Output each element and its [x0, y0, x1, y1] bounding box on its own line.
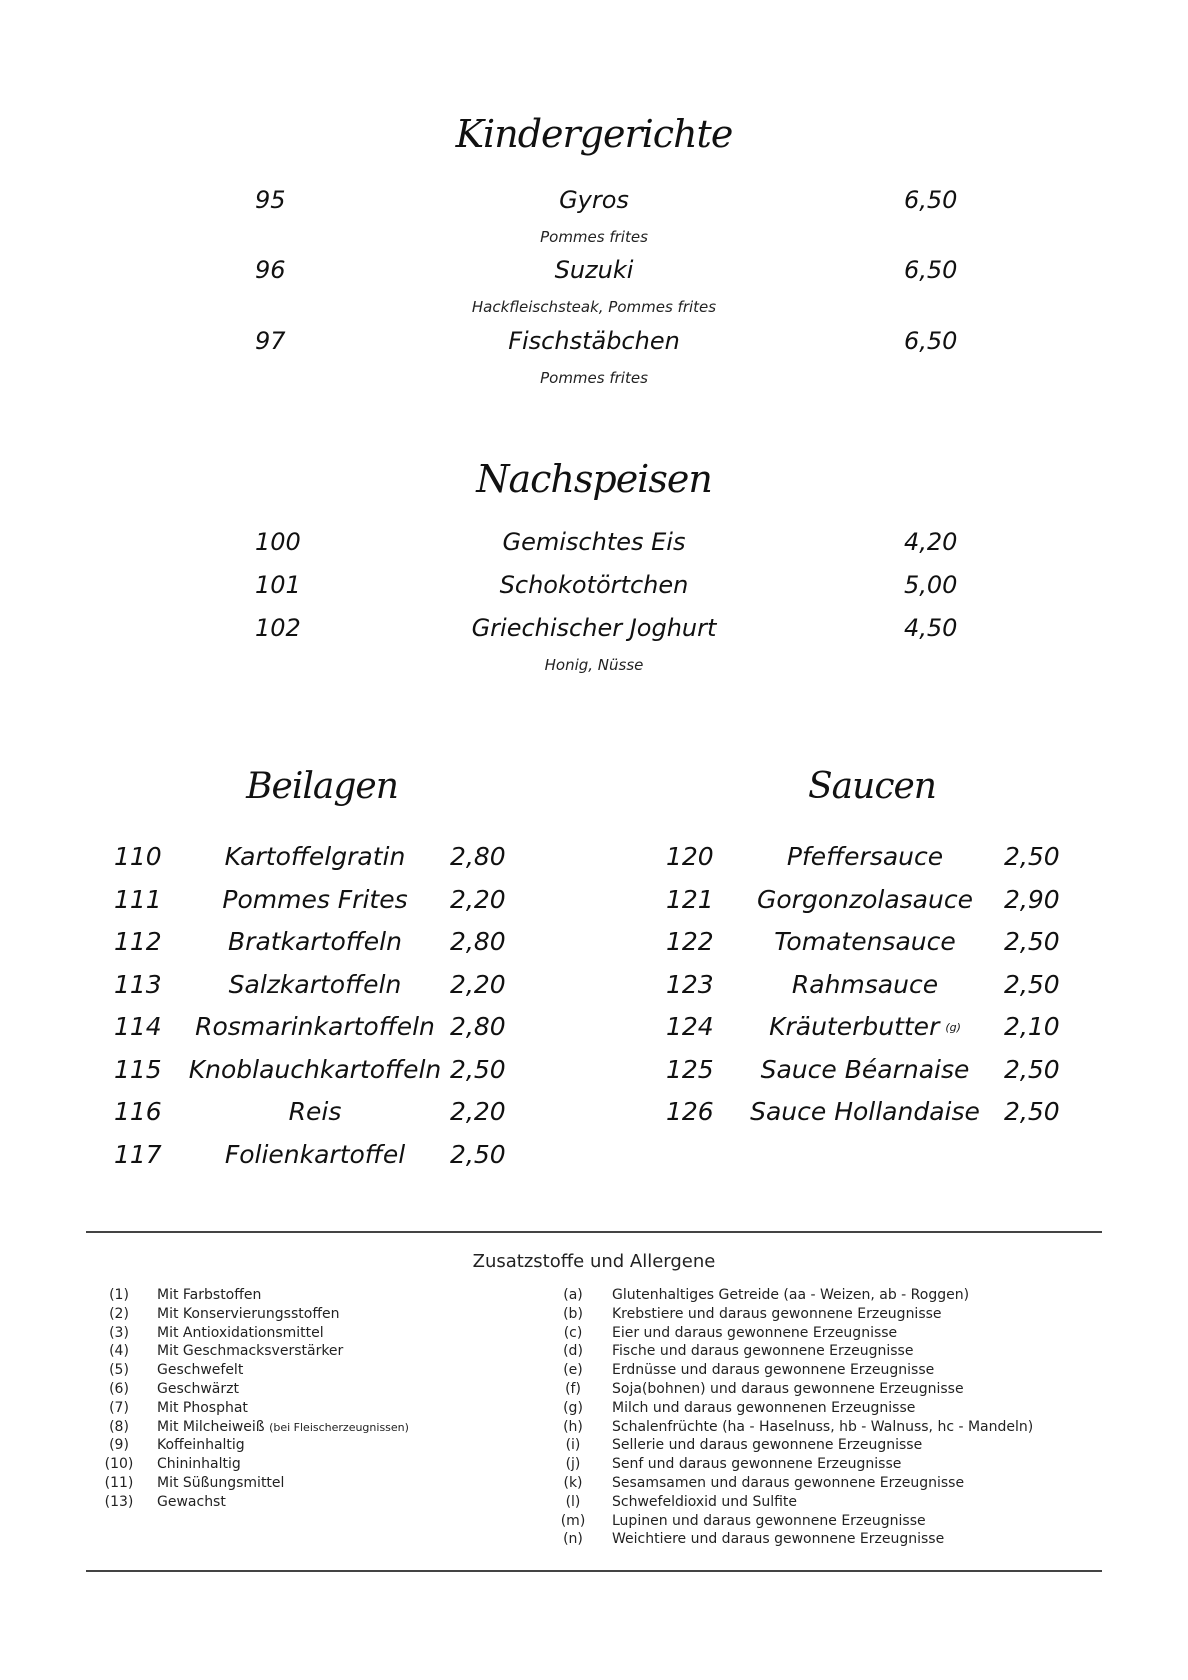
legend-item — [0, 1493, 1188, 1512]
legend-key: (i) — [565, 1437, 581, 1454]
item-number: 125 — [666, 1054, 714, 1084]
menu-item — [0, 842, 1188, 882]
legend-key: (13) — [104, 1493, 134, 1510]
item-number: 124 — [666, 1012, 714, 1041]
legend-text-main: Erdnüsse und daraus gewonnene Erzeugnisse — [612, 1362, 935, 1379]
legend-item — [0, 1512, 1188, 1531]
item-number: 110 — [114, 842, 162, 871]
legend-item — [0, 1380, 1188, 1399]
legend-text-main: Fische und daraus gewonnene Erzeugnisse — [612, 1343, 914, 1360]
item-price: 5,00 — [904, 571, 958, 599]
legend-text-main: Chininhaltig — [157, 1456, 241, 1473]
legend-text-main: Senf und daraus gewonnene Erzeugnisse — [612, 1456, 902, 1473]
legend-key: (7) — [109, 1399, 129, 1416]
legend-text — [612, 1305, 942, 1324]
legend-text-main: Geschwärzt — [157, 1381, 239, 1397]
legend-item — [0, 1436, 1188, 1455]
item-name — [774, 927, 956, 956]
legend-key: (3) — [109, 1324, 129, 1341]
menu-item — [0, 1012, 1188, 1052]
item-name-text: Rahmsauce — [791, 969, 939, 999]
item-name — [761, 1055, 970, 1084]
item-price: 6,50 — [904, 186, 958, 214]
item-name-text: Rosmarinkartoffeln — [195, 1012, 435, 1041]
item-name-text: Folienkartoffel — [224, 1139, 406, 1169]
legend-key: (k) — [563, 1475, 583, 1491]
menu-item — [0, 970, 1188, 1010]
item-name: Fischstäbchen — [508, 327, 680, 355]
item-name — [750, 1097, 980, 1126]
legend-text — [612, 1530, 944, 1549]
legend-text-main: Mit Farbstoffen — [157, 1287, 262, 1303]
item-number: 123 — [666, 969, 714, 999]
item-description: Pommes frites — [540, 369, 648, 387]
item-description: Pommes frites — [540, 228, 648, 246]
legend-text-main: Gewachst — [157, 1493, 226, 1510]
legend-text — [612, 1436, 922, 1455]
menu-item — [0, 186, 1188, 226]
item-price: 2,80 — [450, 1012, 506, 1041]
legend-key: (5) — [109, 1362, 129, 1379]
item-number: 95 — [255, 186, 286, 214]
item-price: 2,50 — [450, 1054, 506, 1084]
item-number: 122 — [666, 927, 714, 956]
legend-text-main: Milch und daraus gewonnenen Erzeugnisse — [612, 1399, 916, 1416]
item-price: 4,50 — [904, 614, 958, 642]
legend-key: (4) — [109, 1343, 129, 1360]
legend-item — [0, 1474, 1188, 1493]
legend-key: (f) — [565, 1381, 581, 1397]
item-number: 116 — [114, 1097, 162, 1126]
item-name: Griechischer Joghurt — [471, 614, 717, 642]
legend-key: (m) — [560, 1512, 586, 1529]
legend-text-main: Sesamsamen und daraus gewonnene Erzeugnisse — [612, 1475, 965, 1491]
legend-item — [0, 1418, 1188, 1437]
item-name: Schokotörtchen — [499, 571, 689, 599]
legend-text-main: Schwefeldioxid und Sulfite — [612, 1493, 798, 1510]
legend-text-main: Weichtiere und daraus gewonnene Erzeugnisse — [612, 1531, 945, 1548]
item-number: 126 — [666, 1097, 714, 1126]
legend-key: (e) — [563, 1362, 583, 1379]
menu-item — [0, 1097, 1188, 1137]
legend-text — [612, 1418, 1033, 1437]
item-price: 2,50 — [450, 1139, 506, 1169]
menu-item — [0, 571, 1188, 611]
legend-text — [612, 1399, 915, 1418]
legend-text-main: Krebstiere und daraus gewonnene Erzeugnisse — [612, 1305, 942, 1322]
legend-item — [0, 1342, 1188, 1361]
item-number: 121 — [666, 884, 714, 914]
item-name-text: Sauce Béarnaise — [760, 1054, 970, 1084]
menu-item — [0, 1140, 1188, 1180]
legend-item — [0, 1399, 1188, 1418]
item-price: 6,50 — [904, 256, 958, 284]
divider-bottom — [86, 1570, 1102, 1572]
legend-text — [612, 1474, 964, 1493]
legend-text — [612, 1361, 934, 1380]
item-name-text: Pfeffersauce — [786, 842, 944, 871]
item-name-text: Gorgonzolasauce — [757, 884, 973, 914]
item-name-text: Knoblauchkartoffeln — [188, 1054, 442, 1084]
item-description: Honig, Nüsse — [544, 656, 644, 674]
legend-text-main: Schalenfrüchte (ha - Haselnuss, hb - Walnuss, hc - Mandeln) — [612, 1418, 1034, 1435]
allergen-note: (g) — [945, 1021, 961, 1034]
item-name-text: Sauce Hollandaise — [750, 1097, 980, 1126]
item-price: 2,20 — [450, 884, 506, 914]
menu-item — [0, 885, 1188, 925]
item-number: 96 — [255, 256, 286, 284]
item-number: 114 — [114, 1012, 162, 1041]
legend-key: (1) — [109, 1287, 129, 1303]
legend-text-note: (bei Fleischerzeugnissen) — [269, 1420, 409, 1434]
item-name-text: Tomatensauce — [774, 927, 956, 956]
legend-text — [612, 1493, 797, 1512]
legend-key: (a) — [563, 1287, 583, 1303]
legend-text — [612, 1324, 897, 1343]
item-name: Gyros — [559, 186, 629, 214]
legend-text-main: Mit Süßungsmittel — [157, 1475, 285, 1491]
legend-text-main: Mit Geschmacksverstärker — [157, 1343, 344, 1360]
legend-text-main: Soja(bohnen) und daraus gewonnene Erzeugnisse — [612, 1381, 964, 1397]
legend-key: (9) — [109, 1437, 129, 1454]
legend-text-main: Mit Antioxidationsmittel — [157, 1324, 324, 1341]
item-name-text: Salzkartoffeln — [228, 969, 402, 999]
legend-text — [612, 1342, 913, 1361]
menu-item — [0, 528, 1188, 568]
legend-text — [612, 1286, 969, 1305]
section-title-saucen: Saucen — [808, 766, 936, 807]
section-title-beilagen: Beilagen — [246, 766, 398, 807]
item-number: 112 — [114, 927, 162, 956]
section-title-kindergerichte: Kindergerichte — [455, 112, 733, 156]
legend-item — [0, 1361, 1188, 1380]
item-number: 101 — [255, 571, 301, 599]
legend-key: (6) — [109, 1381, 129, 1397]
item-price: 2,50 — [1004, 927, 1060, 956]
legend-text-main: Mit Konservierungsstoffen — [157, 1305, 340, 1322]
legend-key: (b) — [563, 1305, 583, 1322]
item-name-text: Pommes Frites — [222, 884, 408, 914]
menu-item — [0, 927, 1188, 967]
legend-item — [0, 1455, 1188, 1474]
legend-key: (n) — [563, 1531, 583, 1548]
item-number: 120 — [666, 842, 714, 871]
item-number: 97 — [255, 327, 286, 355]
legend-text — [612, 1380, 964, 1399]
menu-item — [0, 327, 1188, 367]
legend-item — [0, 1286, 1188, 1305]
legend-key: (g) — [563, 1399, 583, 1416]
item-name-text: Reis — [288, 1097, 342, 1126]
legend-key: (h) — [563, 1418, 583, 1435]
menu-item — [0, 256, 1188, 296]
item-price: 4,20 — [904, 528, 958, 556]
legend-key: (10) — [104, 1456, 134, 1473]
legend-text-main: Mit Phosphat — [157, 1399, 248, 1416]
item-name — [225, 1140, 405, 1169]
item-price: 2,10 — [1004, 1012, 1060, 1041]
legend-text-main: Eier und daraus gewonnene Erzeugnisse — [612, 1324, 898, 1341]
item-name — [792, 970, 938, 999]
item-price: 2,50 — [1004, 969, 1060, 999]
item-price: 2,20 — [450, 969, 506, 999]
menu-item — [0, 614, 1188, 654]
legend-text-main: Lupinen und daraus gewonnene Erzeugnisse — [612, 1512, 926, 1529]
menu-item — [0, 1055, 1188, 1095]
item-number: 100 — [255, 528, 301, 556]
legend-text-main: Mit Milcheiweiß — [157, 1418, 265, 1435]
section-title-nachspeisen: Nachspeisen — [476, 457, 712, 501]
item-price: 2,90 — [1004, 884, 1060, 914]
item-price: 2,50 — [1004, 842, 1060, 871]
legend-text — [612, 1455, 901, 1474]
legend-title: Zusatzstoffe und Allergene — [472, 1251, 716, 1272]
legend-item — [0, 1324, 1188, 1343]
item-number: 102 — [255, 614, 301, 642]
item-number: 111 — [114, 884, 162, 914]
legend-key: (l) — [565, 1493, 581, 1510]
item-price: 2,50 — [1004, 1097, 1060, 1126]
item-price: 6,50 — [904, 327, 958, 355]
item-price: 2,20 — [450, 1097, 506, 1126]
divider-top — [86, 1231, 1102, 1233]
legend-key: (d) — [563, 1343, 583, 1360]
item-name — [757, 885, 973, 914]
legend-key: (j) — [565, 1456, 581, 1473]
legend-item — [0, 1530, 1188, 1549]
legend-key: (8) — [109, 1418, 129, 1435]
legend-item — [0, 1305, 1188, 1324]
item-description: Hackfleischsteak, Pommes frites — [471, 298, 717, 316]
item-number: 117 — [114, 1139, 162, 1169]
item-number: 115 — [114, 1054, 162, 1084]
item-name: Suzuki — [554, 256, 634, 284]
item-name-text: Bratkartoffeln — [228, 927, 402, 956]
item-number: 113 — [114, 969, 162, 999]
legend-text-main: Geschwefelt — [157, 1362, 244, 1379]
item-name-text: Kräuterbutter — [769, 1012, 940, 1041]
legend-key: (11) — [104, 1475, 134, 1491]
legend-key: (c) — [563, 1324, 583, 1341]
item-price: 2,50 — [1004, 1054, 1060, 1084]
legend-text-main: Koffeinhaltig — [157, 1437, 245, 1454]
item-name — [769, 1012, 961, 1041]
legend-text-main: Glutenhaltiges Getreide (aa - Weizen, ab - Roggen) — [612, 1287, 970, 1303]
legend-text-main: Sellerie und daraus gewonnene Erzeugnisse — [612, 1437, 923, 1454]
item-name: Gemischtes Eis — [502, 528, 686, 556]
item-name-text: Kartoffelgratin — [224, 842, 406, 871]
item-price: 2,80 — [450, 927, 506, 956]
legend-key: (2) — [109, 1305, 129, 1322]
item-name — [787, 842, 943, 871]
legend-text — [612, 1512, 926, 1531]
item-price: 2,80 — [450, 842, 506, 871]
